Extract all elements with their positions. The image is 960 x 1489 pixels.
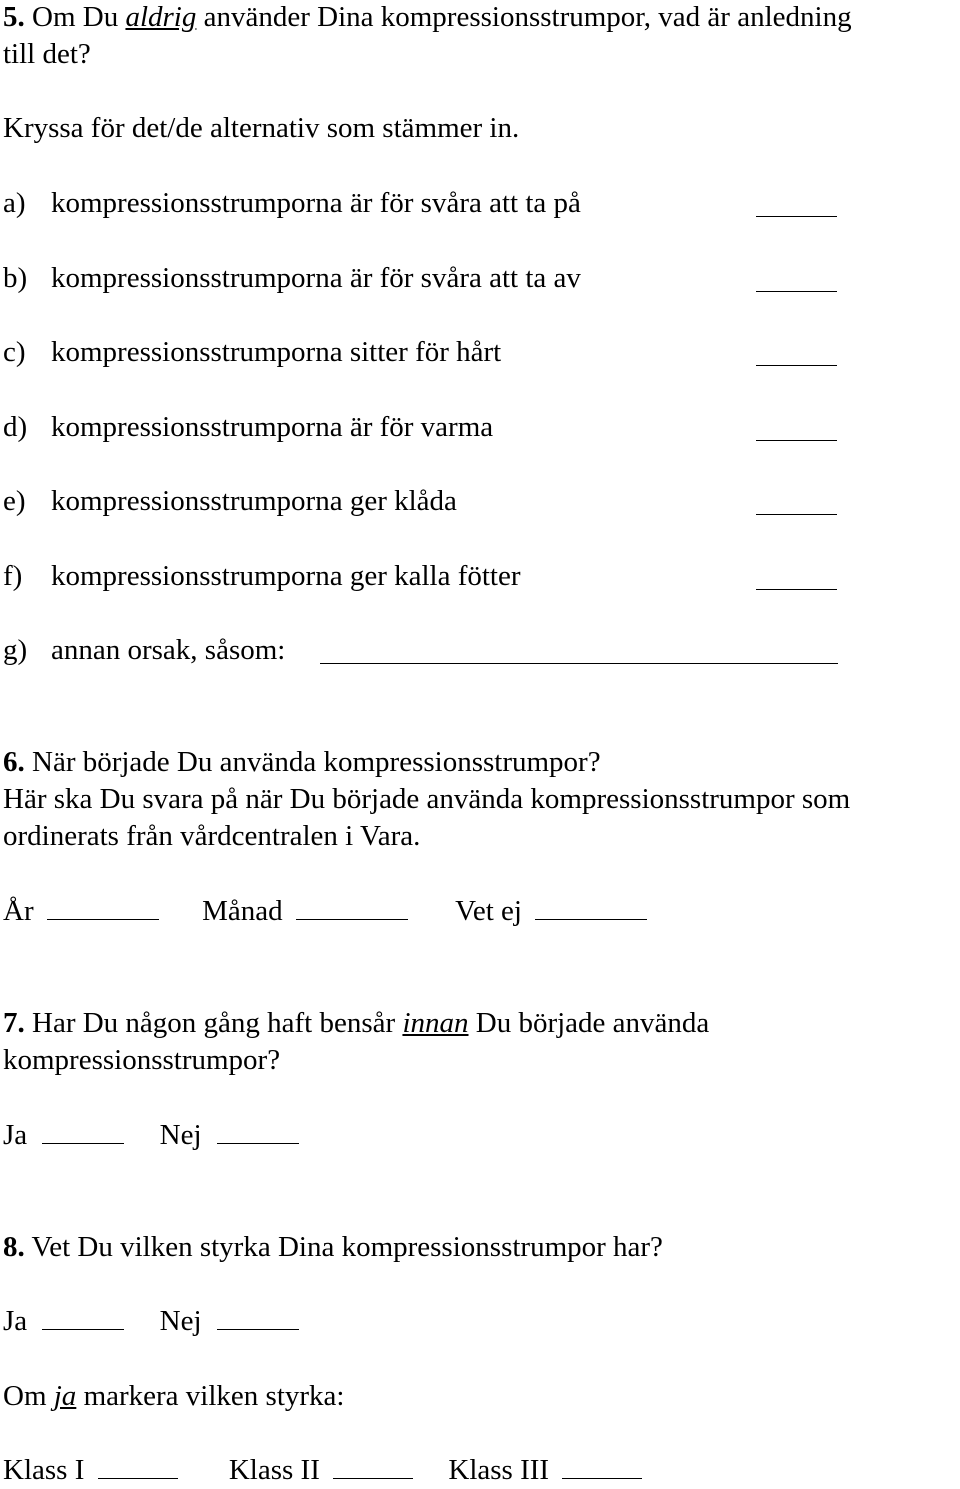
q8-number: 8. bbox=[3, 1231, 25, 1263]
q5-instruction: Kryssa för det/de alternativ som stämmer in. bbox=[3, 112, 520, 144]
option-letter: g) bbox=[3, 634, 28, 666]
q5-option-g-blank[interactable] bbox=[320, 663, 838, 664]
q5-text-after: använder Dina kompressionsstrumpor, vad är anledning bbox=[203, 1, 852, 33]
option-letter: b) bbox=[3, 262, 28, 294]
option-letter: f) bbox=[3, 560, 23, 592]
q7-line1 bbox=[3, 1009, 709, 1038]
q7-text-after: Du började använda bbox=[475, 1007, 710, 1039]
q7-answers bbox=[3, 1121, 299, 1150]
q5-option-b-blank[interactable] bbox=[756, 291, 837, 292]
option-letter: c) bbox=[3, 336, 26, 368]
q5-option-c-blank[interactable] bbox=[756, 365, 837, 366]
q6-year-blank[interactable] bbox=[47, 919, 159, 920]
q8-followup-after: markera vilken styrka: bbox=[83, 1380, 345, 1412]
q5-line1 bbox=[3, 3, 852, 32]
q6-dontknow-label: Vet ej bbox=[455, 895, 522, 927]
q5-option-e-blank[interactable] bbox=[756, 514, 837, 515]
q8-followup-emphasis: ja bbox=[53, 1380, 77, 1412]
option-text: kompressionsstrumporna ger kalla fötter bbox=[51, 560, 521, 592]
q8-yes-blank[interactable] bbox=[42, 1329, 124, 1330]
q5-option-c bbox=[3, 338, 501, 367]
q5-option-g bbox=[3, 636, 285, 665]
q8-no-label: Nej bbox=[159, 1305, 202, 1337]
q6-month-blank[interactable] bbox=[296, 919, 408, 920]
option-letter: e) bbox=[3, 485, 26, 517]
q7-no-label: Nej bbox=[159, 1119, 202, 1151]
q5-option-f bbox=[3, 562, 521, 591]
option-letter: d) bbox=[3, 411, 28, 443]
q6-question-text: När började Du använda kompressionsstrumpor? bbox=[32, 746, 601, 778]
option-text: kompressionsstrumporna är för varma bbox=[51, 411, 494, 443]
q6-fields bbox=[3, 897, 647, 926]
q8-question-text: Vet Du vilken styrka Dina kompressionsstrumpor har? bbox=[31, 1231, 663, 1263]
q6-number: 6. bbox=[3, 746, 25, 778]
q7-text-before: Har Du någon gång haft bensår bbox=[32, 1007, 396, 1039]
q5-line2: till det? bbox=[3, 38, 91, 70]
option-letter: a) bbox=[3, 187, 26, 219]
q5-option-a-blank[interactable] bbox=[756, 216, 837, 217]
q5-option-f-blank[interactable] bbox=[756, 589, 837, 590]
q5-option-d-blank[interactable] bbox=[756, 440, 837, 441]
q6-note-line1: Här ska Du svara på när Du började använda kompressionsstrumpor som bbox=[3, 783, 851, 815]
q5-option-b bbox=[3, 264, 581, 293]
option-text: kompressionsstrumporna ger klåda bbox=[51, 485, 457, 517]
q6-note-line2: ordinerats från vårdcentralen i Vara. bbox=[3, 820, 421, 852]
q7-no-blank[interactable] bbox=[217, 1143, 299, 1144]
q8-yes-label: Ja bbox=[3, 1305, 28, 1337]
q8-class2-label: Klass II bbox=[228, 1454, 320, 1486]
q8-class3-label: Klass III bbox=[448, 1454, 550, 1486]
q8-class3-blank[interactable] bbox=[562, 1478, 642, 1479]
q7-line2: kompressionsstrumpor? bbox=[3, 1044, 281, 1076]
option-text: kompressionsstrumporna är för svåra att ta av bbox=[51, 262, 581, 294]
q8-class1-label: Klass I bbox=[3, 1454, 85, 1486]
option-text: kompressionsstrumporna är för svåra att ta på bbox=[51, 187, 581, 219]
q5-text-before: Om Du bbox=[32, 1, 119, 33]
q7-yes-label: Ja bbox=[3, 1119, 28, 1151]
q8-no-blank[interactable] bbox=[217, 1329, 299, 1330]
q8-question bbox=[3, 1233, 663, 1262]
q7-number: 7. bbox=[3, 1007, 25, 1039]
q8-followup-before: Om bbox=[3, 1380, 47, 1412]
q8-class1-blank[interactable] bbox=[98, 1478, 178, 1479]
q8-followup bbox=[3, 1382, 344, 1411]
q8-classes bbox=[3, 1456, 642, 1485]
q6-question bbox=[3, 748, 601, 777]
q8-answers bbox=[3, 1307, 299, 1336]
q6-year-label: År bbox=[3, 895, 34, 927]
q7-yes-blank[interactable] bbox=[42, 1143, 124, 1144]
q5-emphasis: aldrig bbox=[125, 1, 197, 33]
option-text: annan orsak, såsom: bbox=[51, 634, 286, 666]
q6-dontknow-blank[interactable] bbox=[535, 919, 647, 920]
q5-option-a bbox=[3, 189, 581, 218]
q6-month-label: Månad bbox=[202, 895, 283, 927]
q7-emphasis: innan bbox=[402, 1007, 469, 1039]
q5-option-e bbox=[3, 487, 457, 516]
q5-option-d bbox=[3, 413, 493, 442]
q8-class2-blank[interactable] bbox=[333, 1478, 413, 1479]
option-text: kompressionsstrumporna sitter för hårt bbox=[51, 336, 502, 368]
q5-number: 5. bbox=[3, 1, 25, 33]
